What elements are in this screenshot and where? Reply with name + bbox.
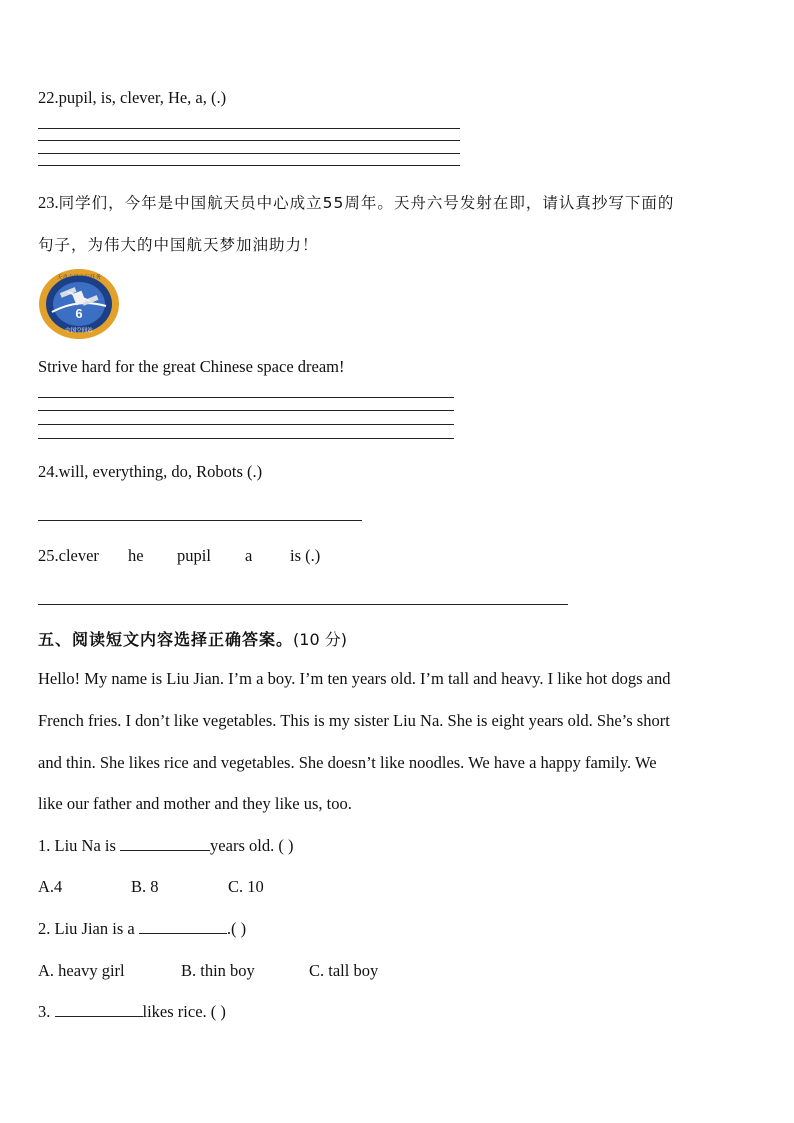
- q22-number: 22.: [38, 88, 59, 107]
- q23-writing-line-1[interactable]: [38, 397, 454, 398]
- question-3: [38, 1002, 226, 1022]
- emblem-number: 6: [75, 306, 83, 321]
- question-2-blank[interactable]: [139, 919, 227, 934]
- q22-writing-line-4[interactable]: [38, 165, 460, 166]
- passage-line-1: Hello! My name is Liu Jian. I’m a boy. I’m ten years old. I’m tall and heavy. I like hot dogs and: [38, 669, 671, 688]
- q23-number: 23.: [38, 193, 59, 212]
- question-2-option-b[interactable]: B. thin boy: [181, 961, 255, 980]
- q23-text-line-1: 同学们，今年是中国航天员中心成立55周年。天舟六号发射在即，请认真抄写下面的: [58, 194, 675, 212]
- question-1-option-c[interactable]: C. 10: [228, 877, 264, 896]
- q22-writing-line-1[interactable]: [38, 128, 460, 129]
- q25-answer-line[interactable]: [38, 604, 568, 605]
- question-3-suffix: likes rice. ( ): [142, 1002, 226, 1021]
- q25-word-2: he: [128, 546, 144, 565]
- q24-answer-line[interactable]: [38, 520, 362, 521]
- section5-heading: [38, 627, 347, 650]
- q22-text: pupil, is, clever, He, a, (.): [58, 88, 227, 107]
- q25-prompt: [38, 546, 99, 566]
- emblem-top-text: 天舟六号飞行任务: [56, 275, 102, 281]
- q23-prompt-line-2: 句子，为伟大的中国航天梦加油助力！: [38, 236, 319, 254]
- question-2: [38, 919, 246, 939]
- q25-number: 25.: [38, 546, 59, 565]
- question-2-suffix: .( ): [226, 919, 247, 938]
- q23-sentence: Strive hard for the great Chinese space dream!: [38, 357, 345, 376]
- q23-writing-line-3[interactable]: [38, 424, 454, 425]
- emblem-bottom-text: 中国空间站: [65, 328, 93, 334]
- q24-text: will, everything, do, Robots (.): [58, 462, 263, 481]
- q22-writing-line-2[interactable]: [38, 140, 460, 141]
- question-1-option-a[interactable]: A.4: [38, 877, 63, 896]
- passage-line-3: and thin. She likes rice and vegetables. She doesn’t like noodles. We have a happy family. We: [38, 753, 657, 772]
- q25-word-1: clever: [58, 546, 99, 565]
- question-1: [38, 836, 293, 856]
- question-1-prefix: 1. Liu Na is: [38, 836, 121, 855]
- q23-writing-line-2[interactable]: [38, 410, 454, 411]
- q25-word-3: pupil: [177, 546, 211, 565]
- q23-writing-line-4[interactable]: [38, 438, 454, 439]
- q24-number: 24.: [38, 462, 59, 481]
- q22-writing-line-3[interactable]: [38, 153, 460, 154]
- question-1-blank[interactable]: [120, 836, 210, 851]
- passage-line-4: like our father and mother and they like us, too.: [38, 794, 352, 813]
- question-2-prefix: 2. Liu Jian is a: [38, 919, 139, 938]
- q25-word-5: is (.): [290, 546, 321, 565]
- section5-title: 五、阅读短文内容选择正确答案。: [38, 630, 294, 649]
- question-3-prefix: 3.: [38, 1002, 55, 1021]
- passage-line-2: French fries. I don’t like vegetables. This is my sister Liu Na. She is eight years old. She’s short: [38, 711, 670, 730]
- section5-points: (10 分): [293, 630, 347, 649]
- mission-emblem: [38, 268, 120, 340]
- question-2-option-a[interactable]: A. heavy girl: [38, 961, 125, 980]
- question-1-option-b[interactable]: B. 8: [131, 877, 159, 896]
- tianzhou-6-mission-emblem-icon: [38, 268, 120, 340]
- q22-prompt: [38, 88, 226, 108]
- question-1-suffix: years old. ( ): [210, 836, 294, 855]
- question-3-blank[interactable]: [55, 1002, 143, 1017]
- q24-prompt: [38, 462, 262, 482]
- q25-word-4: a: [245, 546, 253, 565]
- q23-prompt-line-1: [38, 191, 674, 213]
- question-2-option-c[interactable]: C. tall boy: [309, 961, 379, 980]
